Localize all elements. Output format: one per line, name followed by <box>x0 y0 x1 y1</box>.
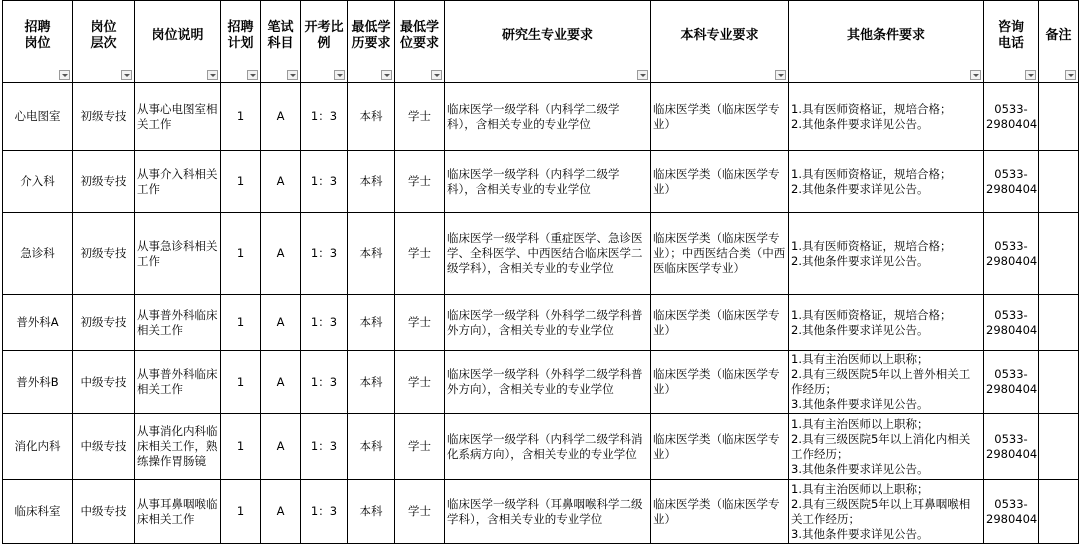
cell-note <box>1039 295 1079 351</box>
cell-grad: 临床医学一级学科（内科学二级学科），含相关专业的专业学位 <box>445 83 651 151</box>
cell-other: 1.具有医师资格证，规培合格； 2.其他条件要求详见公告。 <box>789 295 984 351</box>
header-phone: 咨询 电话 <box>984 1 1039 83</box>
cell-exam: A <box>261 83 301 151</box>
cell-plan: 1 <box>221 414 261 480</box>
filter-dropdown-icon[interactable] <box>207 70 218 80</box>
cell-exam: A <box>261 480 301 544</box>
cell-desc: 从事耳鼻咽喉临床相关工作 <box>135 480 221 544</box>
cell-degree: 学士 <box>395 295 445 351</box>
cell-note <box>1039 83 1079 151</box>
cell-ratio: 1：3 <box>301 295 348 351</box>
cell-degree: 学士 <box>395 480 445 544</box>
cell-desc: 从事普外科临床相关工作 <box>135 295 221 351</box>
header-exam: 笔试 科目 <box>261 1 301 83</box>
table-row <box>3 480 1079 544</box>
cell-post: 普外科B <box>3 351 73 414</box>
cell-other: 1.具有医师资格证，规培合格； 2.其他条件要求详见公告。 <box>789 83 984 151</box>
cell-phone: 0533- 2980404 <box>984 151 1039 213</box>
cell-desc: 从事介入科相关工作 <box>135 151 221 213</box>
header-edu: 最低学 历要求 <box>348 1 395 83</box>
cell-desc: 从事急诊科相关工作 <box>135 213 221 295</box>
cell-other: 1.具有医师资格证，规培合格； 2.其他条件要求详见公告。 <box>789 151 984 213</box>
cell-ug: 临床医学类（临床医学专业） <box>651 83 789 151</box>
cell-level: 初级专技 <box>73 83 135 151</box>
header-note: 备注 <box>1039 1 1079 83</box>
cell-phone: 0533- 2980404 <box>984 351 1039 414</box>
filter-dropdown-icon[interactable] <box>287 70 298 80</box>
cell-ug: 临床医学类（临床医学专业） <box>651 351 789 414</box>
cell-exam: A <box>261 213 301 295</box>
cell-edu: 本科 <box>348 83 395 151</box>
table-row <box>3 414 1079 480</box>
cell-other: 1.具有主治医师以上职称； 2.具有三级医院5年以上耳鼻咽喉相关工作经历； 3.其他条件要求详见公告。 <box>789 480 984 544</box>
cell-phone: 0533- 2980404 <box>984 414 1039 480</box>
cell-plan: 1 <box>221 295 261 351</box>
cell-edu: 本科 <box>348 295 395 351</box>
cell-ug: 临床医学类（临床医学专业） <box>651 151 789 213</box>
cell-post: 临床科室 <box>3 480 73 544</box>
cell-exam: A <box>261 295 301 351</box>
cell-ratio: 1：3 <box>301 213 348 295</box>
header-other: 其他条件要求 <box>789 1 984 83</box>
filter-dropdown-icon[interactable] <box>121 70 132 80</box>
table-row <box>3 151 1079 213</box>
filter-dropdown-icon[interactable] <box>970 70 981 80</box>
filter-dropdown-icon[interactable] <box>247 70 258 80</box>
cell-post: 普外科A <box>3 295 73 351</box>
cell-phone: 0533- 2980404 <box>984 213 1039 295</box>
cell-level: 初级专技 <box>73 213 135 295</box>
cell-degree: 学士 <box>395 83 445 151</box>
header-ratio: 开考比 例 <box>301 1 348 83</box>
table-row <box>3 295 1079 351</box>
cell-degree: 学士 <box>395 414 445 480</box>
cell-edu: 本科 <box>348 213 395 295</box>
cell-post: 急诊科 <box>3 213 73 295</box>
cell-level: 初级专技 <box>73 295 135 351</box>
cell-note <box>1039 351 1079 414</box>
cell-ug: 临床医学类（临床医学专业） <box>651 414 789 480</box>
cell-degree: 学士 <box>395 213 445 295</box>
cell-ug: 临床医学类（临床医学专业） <box>651 480 789 544</box>
cell-plan: 1 <box>221 480 261 544</box>
cell-level: 中级专技 <box>73 414 135 480</box>
cell-edu: 本科 <box>348 414 395 480</box>
table-row <box>3 83 1079 151</box>
header-row <box>3 1 1079 83</box>
cell-grad: 临床医学一级学科（内科学二级学科），含相关专业的专业学位 <box>445 151 651 213</box>
recruitment-table <box>2 0 1079 544</box>
cell-desc: 从事普外科临床相关工作 <box>135 351 221 414</box>
cell-grad: 临床医学一级学科（外科学二级学科普外方向），含相关专业的专业学位 <box>445 295 651 351</box>
cell-level: 中级专技 <box>73 351 135 414</box>
header-ug: 本科专业要求 <box>651 1 789 83</box>
cell-ratio: 1：3 <box>301 351 348 414</box>
cell-edu: 本科 <box>348 351 395 414</box>
cell-note <box>1039 480 1079 544</box>
cell-phone: 0533- 2980404 <box>984 295 1039 351</box>
cell-level: 中级专技 <box>73 480 135 544</box>
cell-grad: 临床医学一级学科（外科学二级学科普外方向），含相关专业的专业学位 <box>445 351 651 414</box>
cell-ratio: 1：3 <box>301 480 348 544</box>
filter-dropdown-icon[interactable] <box>381 70 392 80</box>
cell-other: 1.具有主治医师以上职称； 2.具有三级医院5年以上消化内相关工作经历； 3.其他条件要求详见公告。 <box>789 414 984 480</box>
header-level: 岗位 层次 <box>73 1 135 83</box>
cell-other: 1.具有医师资格证，规培合格； 2.其他条件要求详见公告。 <box>789 213 984 295</box>
cell-desc: 从事心电图室相关工作 <box>135 83 221 151</box>
filter-dropdown-icon[interactable] <box>1065 70 1076 80</box>
cell-grad: 临床医学一级学科（重症医学、急诊医学、全科医学、中西医结合临床医学二级学科），含相关专业的专业学位 <box>445 213 651 295</box>
header-desc: 岗位说明 <box>135 1 221 83</box>
cell-phone: 0533- 2980404 <box>984 480 1039 544</box>
cell-post: 消化内科 <box>3 414 73 480</box>
cell-grad: 临床医学一级学科（耳鼻咽喉科学二级学科），含相关专业的专业学位 <box>445 480 651 544</box>
cell-grad: 临床医学一级学科（内科学二级学科消化系病方向），含相关专业的专业学位 <box>445 414 651 480</box>
cell-other: 1.具有主治医师以上职称； 2.具有三级医院5年以上普外相关工作经历； 3.其他条件要求详见公告。 <box>789 351 984 414</box>
cell-plan: 1 <box>221 213 261 295</box>
table-row <box>3 213 1079 295</box>
cell-exam: A <box>261 151 301 213</box>
cell-post: 心电图室 <box>3 83 73 151</box>
cell-ratio: 1：3 <box>301 83 348 151</box>
cell-plan: 1 <box>221 351 261 414</box>
header-post: 招聘 岗位 <box>3 1 73 83</box>
cell-phone: 0533- 2980404 <box>984 83 1039 151</box>
cell-exam: A <box>261 351 301 414</box>
filter-dropdown-icon[interactable] <box>334 70 345 80</box>
cell-note <box>1039 414 1079 480</box>
header-degree: 最低学 位要求 <box>395 1 445 83</box>
table-row <box>3 351 1079 414</box>
filter-dropdown-icon[interactable] <box>59 70 70 80</box>
cell-note <box>1039 151 1079 213</box>
cell-plan: 1 <box>221 83 261 151</box>
header-plan: 招聘 计划 <box>221 1 261 83</box>
cell-post: 介入科 <box>3 151 73 213</box>
cell-note <box>1039 213 1079 295</box>
cell-ratio: 1：3 <box>301 151 348 213</box>
cell-plan: 1 <box>221 151 261 213</box>
cell-edu: 本科 <box>348 480 395 544</box>
cell-ratio: 1：3 <box>301 414 348 480</box>
filter-dropdown-icon[interactable] <box>637 70 648 80</box>
filter-dropdown-icon[interactable] <box>775 70 786 80</box>
cell-degree: 学士 <box>395 351 445 414</box>
cell-level: 初级专技 <box>73 151 135 213</box>
cell-desc: 从事消化内科临床相关工作，熟练操作胃肠镜 <box>135 414 221 480</box>
cell-edu: 本科 <box>348 151 395 213</box>
cell-ug: 临床医学类（临床医学专业）；中西医结合类（中西医临床医学专业） <box>651 213 789 295</box>
cell-ug: 临床医学类（临床医学专业） <box>651 295 789 351</box>
filter-dropdown-icon[interactable] <box>431 70 442 80</box>
cell-degree: 学士 <box>395 151 445 213</box>
header-grad: 研究生专业要求 <box>445 1 651 83</box>
filter-dropdown-icon[interactable] <box>1025 70 1036 80</box>
cell-exam: A <box>261 414 301 480</box>
